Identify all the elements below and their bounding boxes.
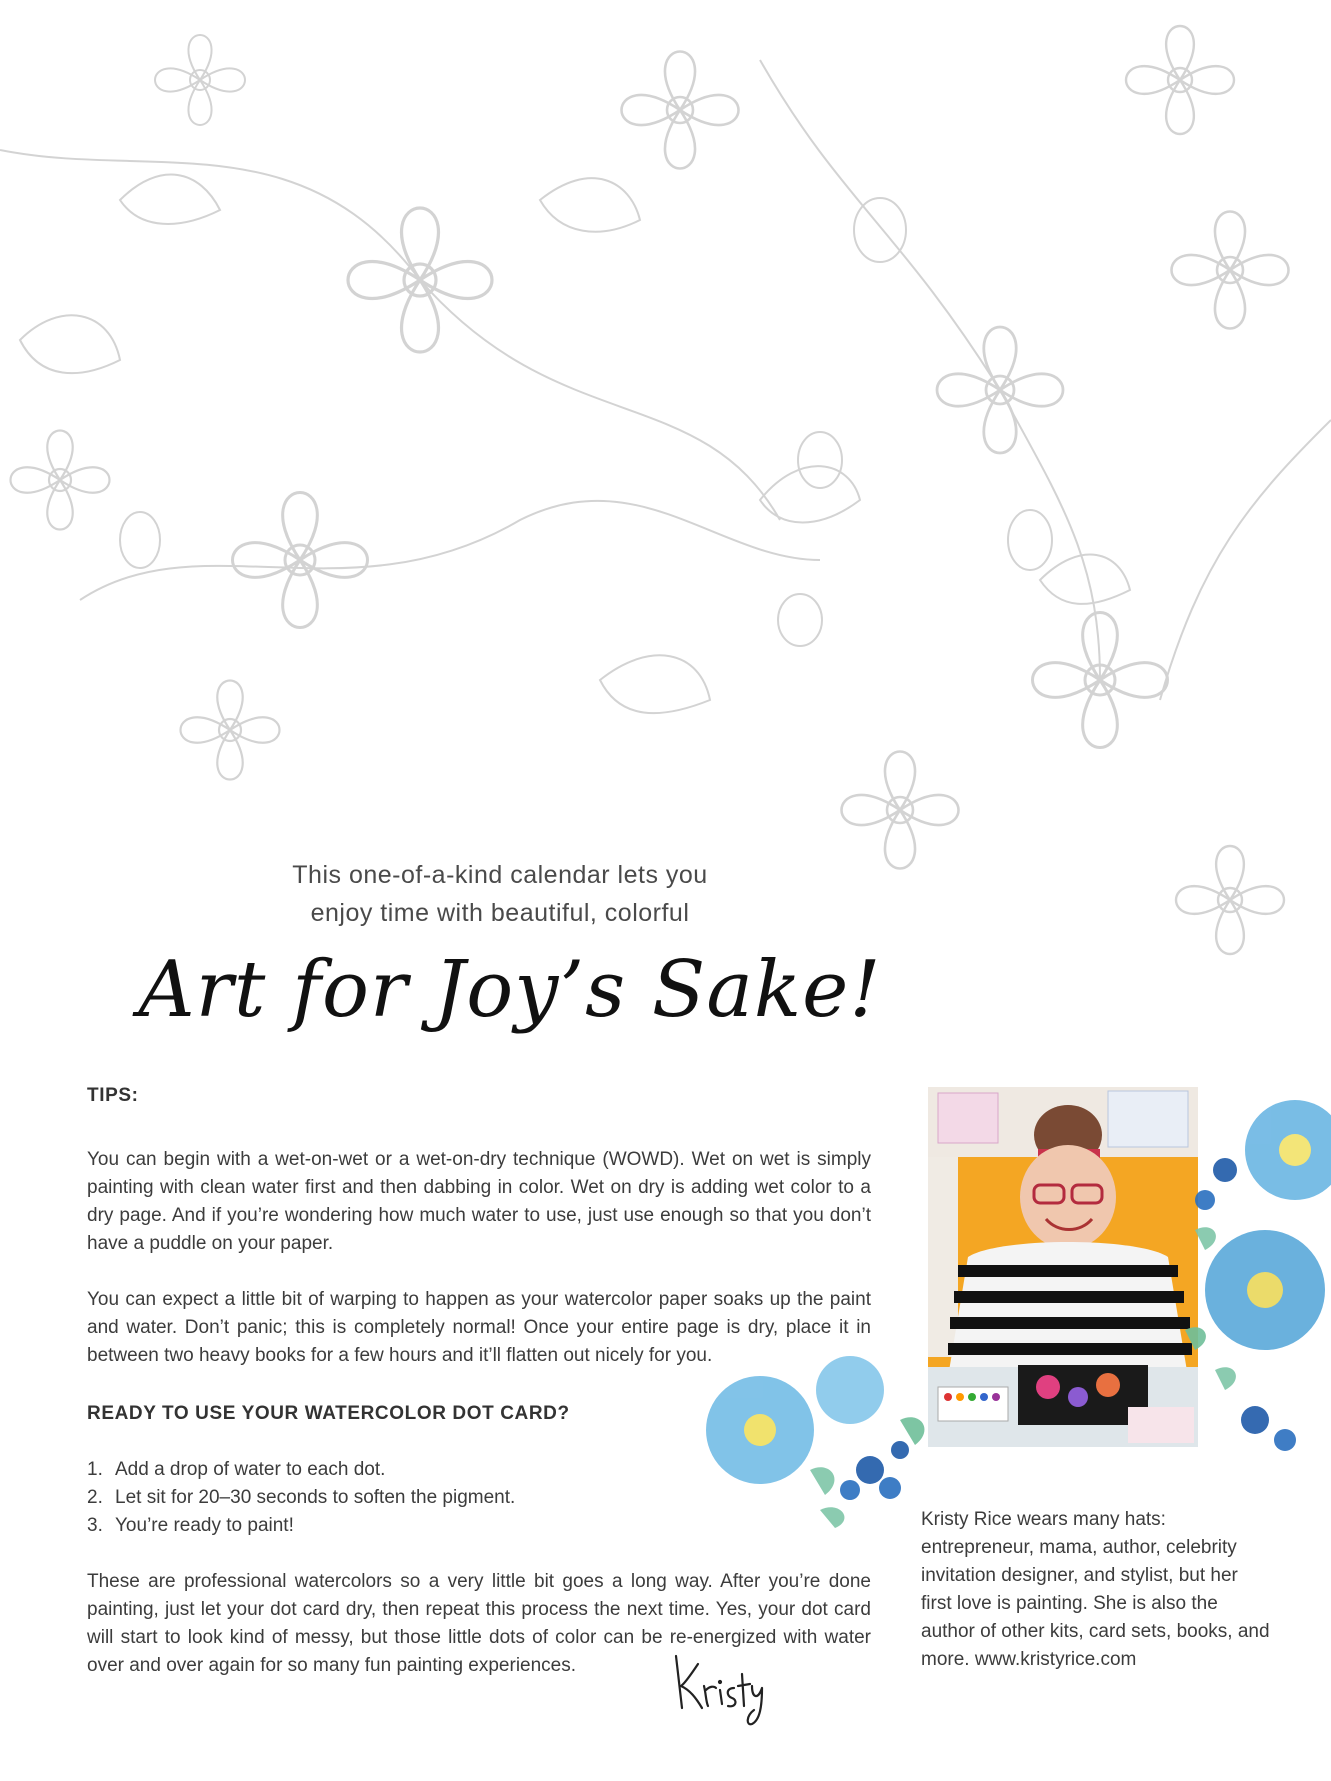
watercolor-flowers-right — [1185, 1090, 1331, 1490]
tips-paragraph-2: You can expect a little bit of warping to happen as your watercolor paper soaks up the paint and water. Don’t panic; this is completely normal! Once your entire page is dry, place it in between two heavy books for a few hours and it’ll flatten out nicely for you. — [87, 1289, 871, 1366]
intro-text — [200, 856, 800, 932]
intro-line-2: enjoy time with beautiful, colorful — [310, 899, 690, 927]
watercolor-flowers-middle — [700, 1350, 960, 1530]
kristy-signature — [668, 1646, 768, 1726]
tips-paragraph-1: You can begin with a wet-on-wet or a wet-on-dry technique (WOWD). Wet on wet is simply painting with clean water first and then dabbing in color. Wet on dry is adding wet color to a dry page. And if you’re wondering how much water to use, just use enough so that you don’t have a puddle on your paper. — [87, 1149, 871, 1254]
artist-portrait-photo — [928, 1087, 1198, 1447]
step-text: You’re ready to paint! — [115, 1515, 294, 1536]
dot-card-heading: READY TO USE YOUR WATERCOLOR DOT CARD? — [87, 1403, 570, 1424]
step-text: Add a drop of water to each dot. — [115, 1459, 386, 1480]
headline-title: Art for Joy’s Sake! — [138, 945, 882, 1035]
portrait-illustration — [928, 1087, 1198, 1447]
intro-line-1: This one-of-a-kind calendar lets you — [292, 861, 708, 889]
step-number: 2. — [87, 1487, 103, 1508]
step-number: 1. — [87, 1459, 103, 1480]
step-number: 3. — [87, 1515, 103, 1536]
step-text: Let sit for 20–30 seconds to soften the pigment. — [115, 1487, 516, 1508]
tips-heading: TIPS: — [87, 1085, 139, 1106]
dot-card-closing-paragraph: These are professional watercolors so a very little bit goes a long way. After you’re done painting, just let your dot card dry, then repeat this process the next time. Yes, your dot card will start to look kind of messy, but those little dots of color can be re-energized with water over and over again for so many fun painting experiences. — [87, 1571, 871, 1676]
artist-bio: Kristy Rice wears many hats: entrepreneur, mama, author, celebrity invitation designer, and stylist, but her first love is painting. She is also the author of other kits, card sets, books, and more. www.kristyrice.com — [921, 1509, 1270, 1670]
